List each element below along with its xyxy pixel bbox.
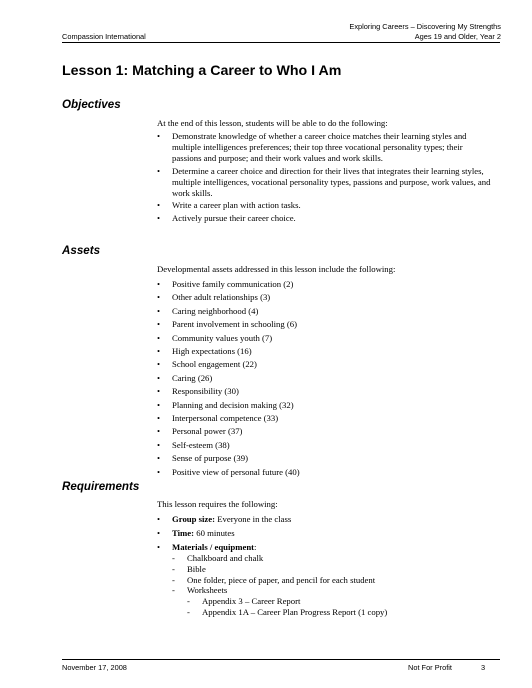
requirements-list [157,514,492,621]
group-size-value: Everyone in the class [215,514,292,524]
objectives-list [157,131,492,226]
bullet-icon: • [157,527,161,538]
dash-icon: - [172,574,175,585]
header-course-title: Exploring Careers – Discovering My Strengths [349,22,501,31]
dash-icon: - [172,563,175,574]
header-course-level: Ages 19 and Older, Year 2 [414,31,501,41]
list-item: • Materials / equipment: - Chalkboard and chalk - Bible - One folder, piece of paper, and pencil for each student - Worksheets - Appendix 3 – Career Report - Appendix 1A – Career Plan Progress Report (1 copy) [157,542,492,618]
list-item: • Positive family communication (2) [157,279,294,289]
dash-icon: - [172,585,175,596]
list-item: • Interpersonal competence (33) [157,413,279,424]
objectives-heading: Objectives [62,98,121,111]
list-item: • High expectations (16) [157,346,252,357]
dash-icon: - [187,607,190,618]
bullet-icon: • [157,165,161,176]
group-size-label: Group size: [172,514,216,524]
bullet-icon: • [157,279,161,289]
assets-list [157,279,492,480]
list-item: • Personal power (37) [157,426,243,437]
list-item: • Write a career plan with action tasks. [157,200,301,211]
bullet-icon: • [157,359,161,370]
time-label: Time: [172,527,195,538]
bullet-icon: • [157,319,161,330]
list-item: • Community values youth (7) [157,332,273,343]
list-item: • Demonstrate knowledge of whether a career choice matches their learning styles and multiple intelligences preferences; their top three vocational personality types; their passions and purpose; and their work values and work skills. [157,131,467,163]
objectives-intro: At the end of this lesson, students will be able to do the following: [157,118,388,128]
header-rule [62,42,500,43]
list-item: - One folder, piece of paper, and pencil for each student [172,574,376,585]
list-item: - Appendix 1A – Career Plan Progress Report (1 copy) [187,607,388,618]
running-header-right [349,22,501,41]
bullet-icon: • [157,346,161,357]
header-organization: Compassion International [62,32,146,41]
bullet-icon: • [157,399,161,410]
bullet-icon: • [157,292,161,303]
bullet-icon: • [157,386,161,397]
time-value: 60 minutes [194,527,235,538]
list-item: • Responsibility (30) [157,386,239,397]
list-item [157,528,492,539]
dash-icon: - [172,552,175,563]
bullet-icon: • [157,439,161,450]
list-item: • Self-esteem (38) [157,439,230,450]
list-item: • Other adult relationships (3) [157,292,271,303]
list-item: - Chalkboard and chalk [172,552,264,563]
list-item: • Planning and decision making (32) [157,399,294,410]
bullet-icon: • [157,372,161,383]
materials-list [172,553,492,618]
materials-label: Materials / equipment [172,541,255,552]
lesson-title: Lesson 1: Matching a Career to Who I Am [62,63,342,79]
assets-intro: Developmental assets addressed in this lesson include the following: [157,264,396,274]
list-item: - Bible [172,563,206,574]
bullet-icon: • [157,453,161,464]
list-item: • Sense of purpose (39) [157,453,248,464]
list-item: • Positive view of personal future (40) [157,466,300,477]
requirements-heading: Requirements [62,480,140,493]
bullet-icon: • [157,541,161,552]
requirements-intro: This lesson requires the following: [157,499,278,509]
worksheets-list [187,596,492,618]
bullet-icon: • [157,305,161,316]
list-item: - Worksheets - Appendix 3 – Career Report - Appendix 1A – Career Plan Progress Report (1 copy) [172,585,492,618]
bullet-icon: • [157,200,161,211]
list-item: - Appendix 3 – Career Report [187,596,301,607]
dash-icon: - [187,596,190,607]
footer-status: Not For Profit [408,663,452,672]
list-item: • Determine a career choice and direction for their lives that integrates their learning styles, multiple intelligences, vocational personality types, passions and purpose, work values, and work skills. [157,165,491,198]
bullet-icon: • [157,514,161,524]
bullet-icon: • [157,466,161,477]
bullet-icon: • [157,332,161,343]
bullet-icon: • [157,413,161,424]
list-item: • Parent involvement in schooling (6) [157,319,297,330]
bullet-icon: • [157,213,161,224]
bullet-icon: • [157,426,161,437]
list-item: • School engagement (22) [157,359,257,370]
assets-heading: Assets [62,244,101,257]
page-number: 3 [481,663,486,672]
list-item [157,514,492,525]
bullet-icon: • [157,131,161,141]
footer-date: November 17, 2008 [62,663,127,672]
footer-rule [62,659,500,660]
list-item: • Caring (26) [157,372,213,383]
list-item: • Caring neighborhood (4) [157,305,259,316]
list-item: • Actively pursue their career choice. [157,213,296,224]
